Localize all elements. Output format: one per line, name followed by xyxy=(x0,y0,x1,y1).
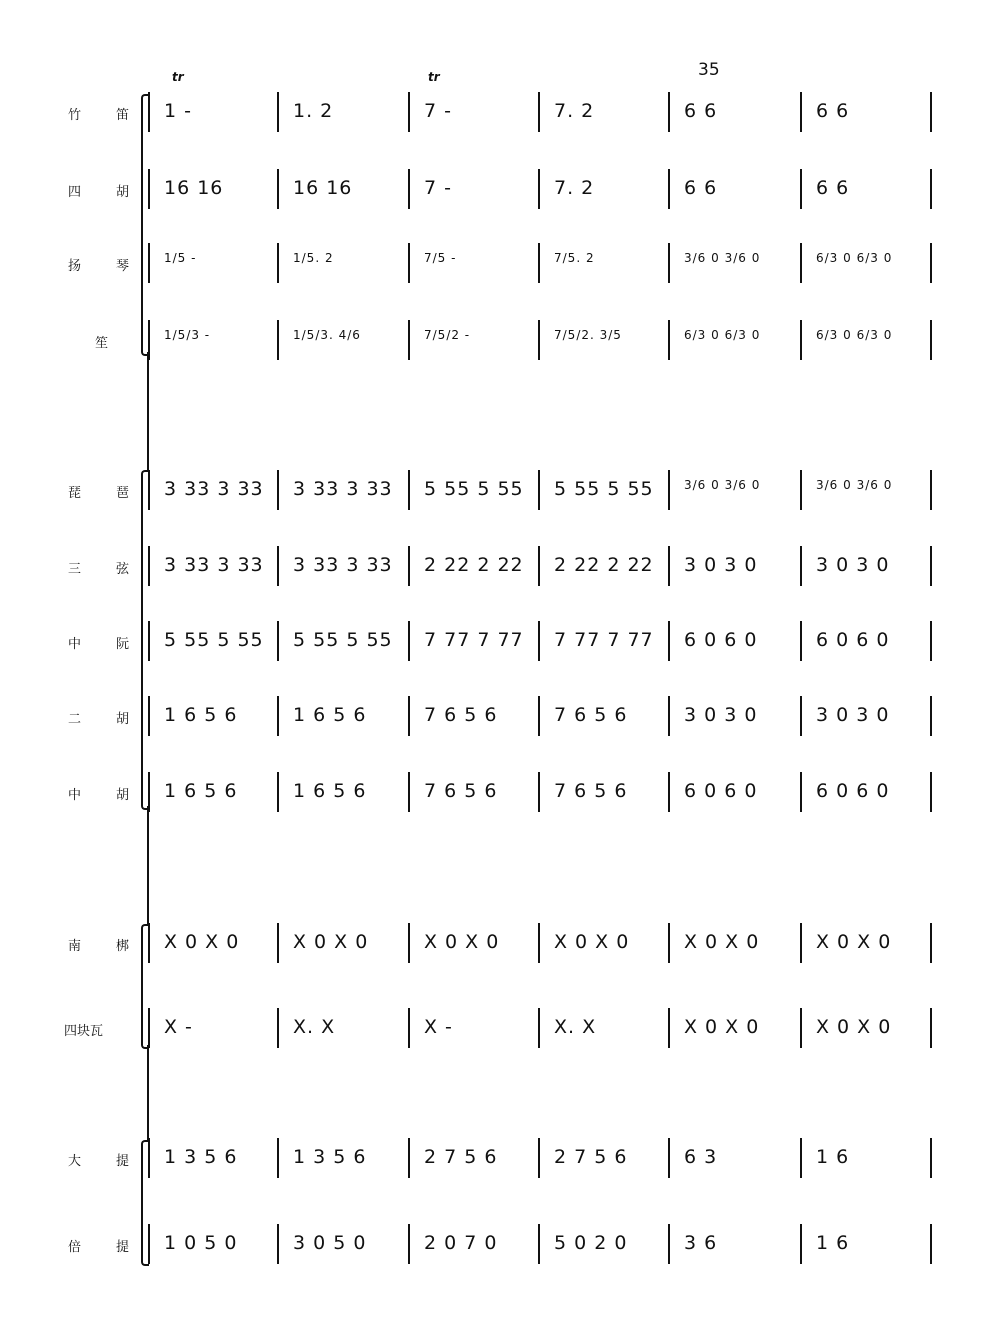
barline xyxy=(930,169,932,209)
measure-cell: 6 6 xyxy=(816,100,850,122)
measure-cell: 1/5 - xyxy=(164,251,197,265)
barline xyxy=(800,92,802,132)
barline xyxy=(800,546,802,586)
barline xyxy=(538,772,540,812)
measure-cell: 3 6 xyxy=(684,1232,718,1254)
measure-cell: 3/6 0 3/6 0 xyxy=(816,478,893,492)
barline xyxy=(930,1224,932,1264)
instrument-label-sihu: 四 xyxy=(68,185,82,200)
measure-cell: 7 - xyxy=(424,100,452,122)
measure-cell: 2 7 5 6 xyxy=(424,1146,498,1168)
instrument-label-sheng-2: 笙 xyxy=(95,336,109,351)
barline xyxy=(668,923,670,963)
measure-cell: 6/3 0 6/3 0 xyxy=(816,328,893,342)
barline xyxy=(930,1138,932,1178)
barline xyxy=(408,1224,410,1264)
measure-cell: 6 3 xyxy=(684,1146,718,1168)
measure-cell: 1. 2 xyxy=(293,100,334,122)
barline xyxy=(930,1008,932,1048)
measure-cell: 7/5. 2 xyxy=(554,251,595,265)
instrument-label-beiti: 倍 xyxy=(68,1240,82,1255)
barline xyxy=(538,696,540,736)
measure-cell: 3 0 3 0 xyxy=(816,554,890,576)
instrument-label-dizi-2: 笛 xyxy=(116,108,130,123)
instrument-label-zhonghu: 中 xyxy=(68,788,82,803)
measure-cell: 6/3 0 6/3 0 xyxy=(816,251,893,265)
barline xyxy=(408,1138,410,1178)
barline xyxy=(668,1008,670,1048)
barline xyxy=(930,696,932,736)
measure-cell: 5 55 5 55 xyxy=(554,478,654,500)
measure-cell: 16 16 xyxy=(164,177,224,199)
measure-cell: 3/6 0 3/6 0 xyxy=(684,478,761,492)
measure-cell: 7 6 5 6 xyxy=(424,780,498,802)
measure-cell: 1 3 5 6 xyxy=(164,1146,238,1168)
barline xyxy=(800,923,802,963)
measure-cell: 3 0 3 0 xyxy=(684,554,758,576)
barline xyxy=(800,1008,802,1048)
instrument-label-dati: 大 xyxy=(68,1154,82,1169)
group-bracket xyxy=(141,924,149,1049)
barline xyxy=(800,243,802,283)
barline xyxy=(408,169,410,209)
instrument-label-zhongruan: 中 xyxy=(68,637,82,652)
measure-cell: 5 55 5 55 xyxy=(293,629,393,651)
barline xyxy=(668,1224,670,1264)
measure-cell: 1 - xyxy=(164,100,192,122)
barline xyxy=(538,1008,540,1048)
barline xyxy=(930,772,932,812)
barline xyxy=(668,546,670,586)
measure-cell: 2 22 2 22 xyxy=(424,554,524,576)
barline xyxy=(930,320,932,360)
measure-cell: 1 6 5 6 xyxy=(164,780,238,802)
measure-cell: 6 0 6 0 xyxy=(684,780,758,802)
barline xyxy=(408,1008,410,1048)
page-number: 35 xyxy=(698,60,720,80)
barline xyxy=(277,92,279,132)
measure-cell: 7 77 7 77 xyxy=(424,629,524,651)
barline xyxy=(800,1224,802,1264)
measure-cell: X 0 X 0 xyxy=(424,931,500,953)
instrument-label-yangqin: 扬 xyxy=(68,259,82,274)
barline xyxy=(930,470,932,510)
instrument-label-erhu-2: 胡 xyxy=(116,712,130,727)
measure-cell: 3 33 3 33 xyxy=(293,478,393,500)
barline xyxy=(668,320,670,360)
system-line xyxy=(147,1045,149,1140)
barline xyxy=(668,92,670,132)
barline xyxy=(277,1008,279,1048)
instrument-label-pipa-2: 琶 xyxy=(116,486,130,501)
barline xyxy=(408,621,410,661)
measure-cell: 6 6 xyxy=(816,177,850,199)
measure-cell: 2 22 2 22 xyxy=(554,554,654,576)
instrument-label-zhonghu-2: 胡 xyxy=(116,788,130,803)
measure-cell: 3 33 3 33 xyxy=(164,478,264,500)
barline xyxy=(408,243,410,283)
measure-cell: 7/5 - xyxy=(424,251,457,265)
measure-cell: X 0 X 0 xyxy=(293,931,369,953)
measure-cell: 2 0 7 0 xyxy=(424,1232,498,1254)
barline xyxy=(538,1224,540,1264)
measure-cell: 3 33 3 33 xyxy=(293,554,393,576)
measure-cell: 6 0 6 0 xyxy=(816,629,890,651)
measure-cell: 7 6 5 6 xyxy=(424,704,498,726)
measure-cell: 3 0 5 0 xyxy=(293,1232,367,1254)
measure-cell: 1 6 5 6 xyxy=(293,704,367,726)
measure-cell: X 0 X 0 xyxy=(164,931,240,953)
measure-cell: 6 6 xyxy=(684,177,718,199)
barline xyxy=(277,169,279,209)
instrument-label-sikuaiwa: 四块瓦 xyxy=(64,1024,104,1039)
measure-cell: X 0 X 0 xyxy=(684,1016,760,1038)
barline xyxy=(668,621,670,661)
barline xyxy=(800,772,802,812)
barline xyxy=(408,546,410,586)
barline xyxy=(408,92,410,132)
system-line xyxy=(147,352,149,470)
measure-cell: X. X xyxy=(554,1016,597,1038)
measure-cell: X 0 X 0 xyxy=(684,931,760,953)
measure-cell: 7/5/2. 3/5 xyxy=(554,328,622,342)
measure-cell: 1/5/3. 4/6 xyxy=(293,328,361,342)
barline xyxy=(277,923,279,963)
barline xyxy=(277,696,279,736)
measure-cell: 7 - xyxy=(424,177,452,199)
barline xyxy=(930,92,932,132)
measure-cell: 1 6 5 6 xyxy=(293,780,367,802)
instrument-label-zhongruan-2: 阮 xyxy=(116,637,130,652)
trill-mark: tr xyxy=(172,70,184,84)
measure-cell: 1/5/3 - xyxy=(164,328,211,342)
measure-cell: 3 0 3 0 xyxy=(816,704,890,726)
barline xyxy=(538,1138,540,1178)
barline xyxy=(668,696,670,736)
barline xyxy=(800,320,802,360)
barline xyxy=(277,546,279,586)
barline xyxy=(277,1138,279,1178)
barline xyxy=(277,243,279,283)
instrument-label-sihu-2: 胡 xyxy=(116,185,130,200)
instrument-label-dati-2: 提 xyxy=(116,1154,130,1169)
measure-cell: 3 0 3 0 xyxy=(684,704,758,726)
measure-cell: 6 0 6 0 xyxy=(684,629,758,651)
barline xyxy=(277,470,279,510)
instrument-label-pipa: 琵 xyxy=(68,486,82,501)
barline xyxy=(538,243,540,283)
instrument-label-beiti-2: 提 xyxy=(116,1240,130,1255)
barline xyxy=(277,1224,279,1264)
instrument-label-yangqin-2: 琴 xyxy=(116,259,130,274)
measure-cell: 1/5. 2 xyxy=(293,251,334,265)
barline xyxy=(668,243,670,283)
measure-cell: 3 33 3 33 xyxy=(164,554,264,576)
group-bracket xyxy=(141,1140,149,1266)
barline xyxy=(800,1138,802,1178)
barline xyxy=(668,1138,670,1178)
measure-cell: 1 6 xyxy=(816,1232,850,1254)
measure-cell: 16 16 xyxy=(293,177,353,199)
instrument-label-sanxian-2: 弦 xyxy=(116,562,130,577)
measure-cell: X. X xyxy=(293,1016,336,1038)
barline xyxy=(408,696,410,736)
barline xyxy=(408,772,410,812)
measure-cell: 7. 2 xyxy=(554,100,595,122)
system-line xyxy=(147,806,149,924)
measure-cell: 7/5/2 - xyxy=(424,328,471,342)
instrument-label-nanbang: 南 xyxy=(68,939,82,954)
measure-cell: 1 3 5 6 xyxy=(293,1146,367,1168)
barline xyxy=(800,470,802,510)
trill-mark: tr xyxy=(428,70,440,84)
measure-cell: X 0 X 0 xyxy=(816,931,892,953)
barline xyxy=(800,696,802,736)
barline xyxy=(408,470,410,510)
barline xyxy=(668,772,670,812)
measure-cell: 1 6 xyxy=(816,1146,850,1168)
measure-cell: 1 0 5 0 xyxy=(164,1232,238,1254)
measure-cell: 6 0 6 0 xyxy=(816,780,890,802)
barline xyxy=(277,621,279,661)
barline xyxy=(277,772,279,812)
barline xyxy=(930,923,932,963)
instrument-label-nanbang-2: 梆 xyxy=(116,939,130,954)
measure-cell: 5 55 5 55 xyxy=(424,478,524,500)
barline xyxy=(538,92,540,132)
barline xyxy=(277,320,279,360)
barline xyxy=(668,470,670,510)
measure-cell: X 0 X 0 xyxy=(554,931,630,953)
measure-cell: X 0 X 0 xyxy=(816,1016,892,1038)
instrument-label-erhu: 二 xyxy=(68,712,82,727)
measure-cell: 2 7 5 6 xyxy=(554,1146,628,1168)
barline xyxy=(408,923,410,963)
measure-cell: 6/3 0 6/3 0 xyxy=(684,328,761,342)
measure-cell: 5 55 5 55 xyxy=(164,629,264,651)
barline xyxy=(538,923,540,963)
barline xyxy=(930,546,932,586)
measure-cell: 1 6 5 6 xyxy=(164,704,238,726)
measure-cell: 7 6 5 6 xyxy=(554,704,628,726)
measure-cell: X - xyxy=(164,1016,193,1038)
barline xyxy=(538,169,540,209)
measure-cell: 7 6 5 6 xyxy=(554,780,628,802)
barline xyxy=(930,243,932,283)
measure-cell: X - xyxy=(424,1016,453,1038)
barline xyxy=(800,621,802,661)
group-bracket xyxy=(141,470,149,810)
barline xyxy=(408,320,410,360)
barline xyxy=(538,320,540,360)
barline xyxy=(668,169,670,209)
measure-cell: 7. 2 xyxy=(554,177,595,199)
barline xyxy=(930,621,932,661)
instrument-label-dizi: 竹 xyxy=(68,108,82,123)
measure-cell: 3/6 0 3/6 0 xyxy=(684,251,761,265)
instrument-label-sanxian: 三 xyxy=(68,562,82,577)
measure-cell: 7 77 7 77 xyxy=(554,629,654,651)
barline xyxy=(800,169,802,209)
group-bracket xyxy=(141,94,149,356)
barline xyxy=(538,546,540,586)
barline xyxy=(538,621,540,661)
barline xyxy=(538,470,540,510)
measure-cell: 5 0 2 0 xyxy=(554,1232,628,1254)
measure-cell: 6 6 xyxy=(684,100,718,122)
